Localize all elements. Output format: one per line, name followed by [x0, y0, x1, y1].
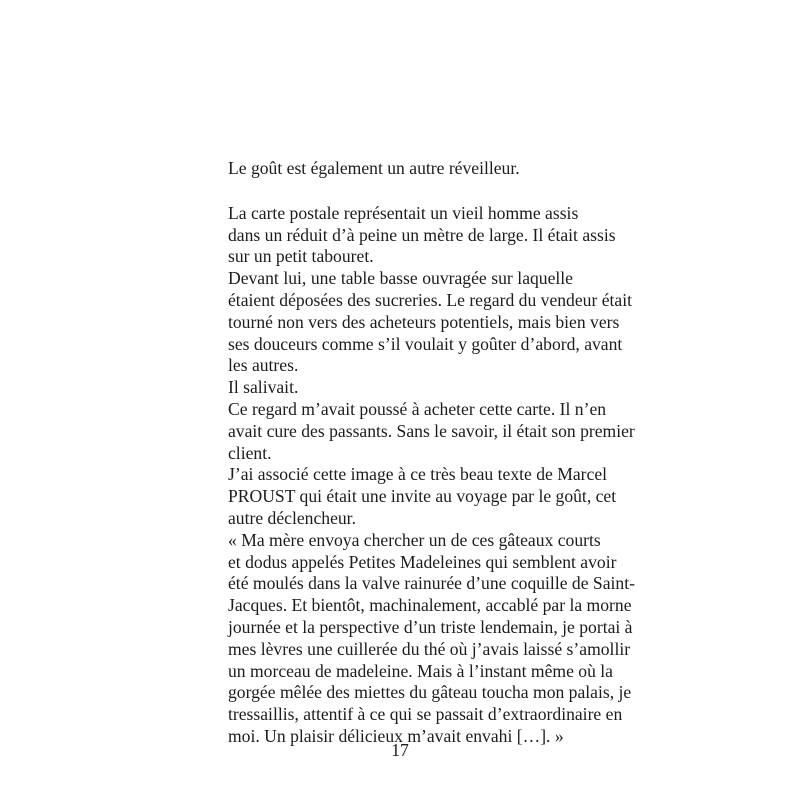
- opening-line: [228, 158, 573, 180]
- text-line: tressaillis, attentif à ce qui se passait d’extraordinaire en: [228, 704, 623, 725]
- paragraph: [228, 464, 617, 529]
- text-line: un morceau de madeleine. Mais à l’instant même où la: [228, 660, 613, 681]
- text-line: dans un réduit d’à peine un mètre de large. Il était assis: [228, 224, 616, 245]
- paragraph: [228, 398, 635, 464]
- text-line: étaient déposées des sucreries. Le regard du vendeur était: [228, 289, 632, 310]
- text-line: autre déclencheur.: [228, 507, 356, 528]
- text-line: Jacques. Et bientôt, machinalement, accablé par la morne: [228, 595, 632, 616]
- text-line: et dodus appelés Petites Madeleines qui semblent avoir: [228, 551, 617, 572]
- paragraph: [228, 529, 635, 748]
- text-line: J’ai associé cette image à ce très beau texte de Marcel: [228, 464, 608, 485]
- paragraph: [228, 202, 616, 268]
- text-line: les autres.: [228, 355, 299, 376]
- text-line: journée et la perspective d’un triste lendemain, je portai à: [228, 616, 633, 637]
- paragraph: [228, 268, 632, 377]
- page-number: 17: [391, 740, 409, 760]
- text-line: mes lèvres une cuillerée du thé où j’avais laissé s’amollir: [228, 638, 631, 659]
- text-line: Il salivait.: [228, 377, 299, 398]
- text-line: client.: [228, 442, 272, 463]
- text-line: Devant lui, une table basse ouvragée sur laquelle: [228, 268, 573, 289]
- paragraph-list: [228, 202, 635, 748]
- text-line: gorgée mêlée des miettes du gâteau toucha mon palais, je: [228, 682, 632, 703]
- text-line: La carte postale représentait un vieil homme assis: [228, 202, 579, 223]
- text-line: sur un petit tabouret.: [228, 246, 374, 267]
- text-line: « Ma mère envoya chercher un de ces gâteaux courts: [228, 529, 601, 550]
- text-line: avait cure des passants. Sans le savoir, il était son premier: [228, 420, 635, 441]
- text-line: PROUST qui était une invite au voyage par le goût, cet: [228, 486, 617, 507]
- text-line: été moulés dans la valve rainurée d’une coquille de Saint-: [228, 573, 635, 594]
- text-line: tourné non vers des acheteurs potentiels, mais bien vers: [228, 311, 620, 332]
- opening-text: Le goût est également un autre réveilleur.: [228, 158, 520, 178]
- body-text: [228, 158, 635, 748]
- text-line: ses douceurs comme s’il voulait y goûter d’abord, avant: [228, 333, 623, 354]
- text-line: Ce regard m’avait poussé à acheter cette carte. Il n’en: [228, 398, 607, 419]
- text-line: moi. Un plaisir délicieux m’avait envahi […]. »: [228, 725, 564, 746]
- paragraph: [228, 377, 573, 399]
